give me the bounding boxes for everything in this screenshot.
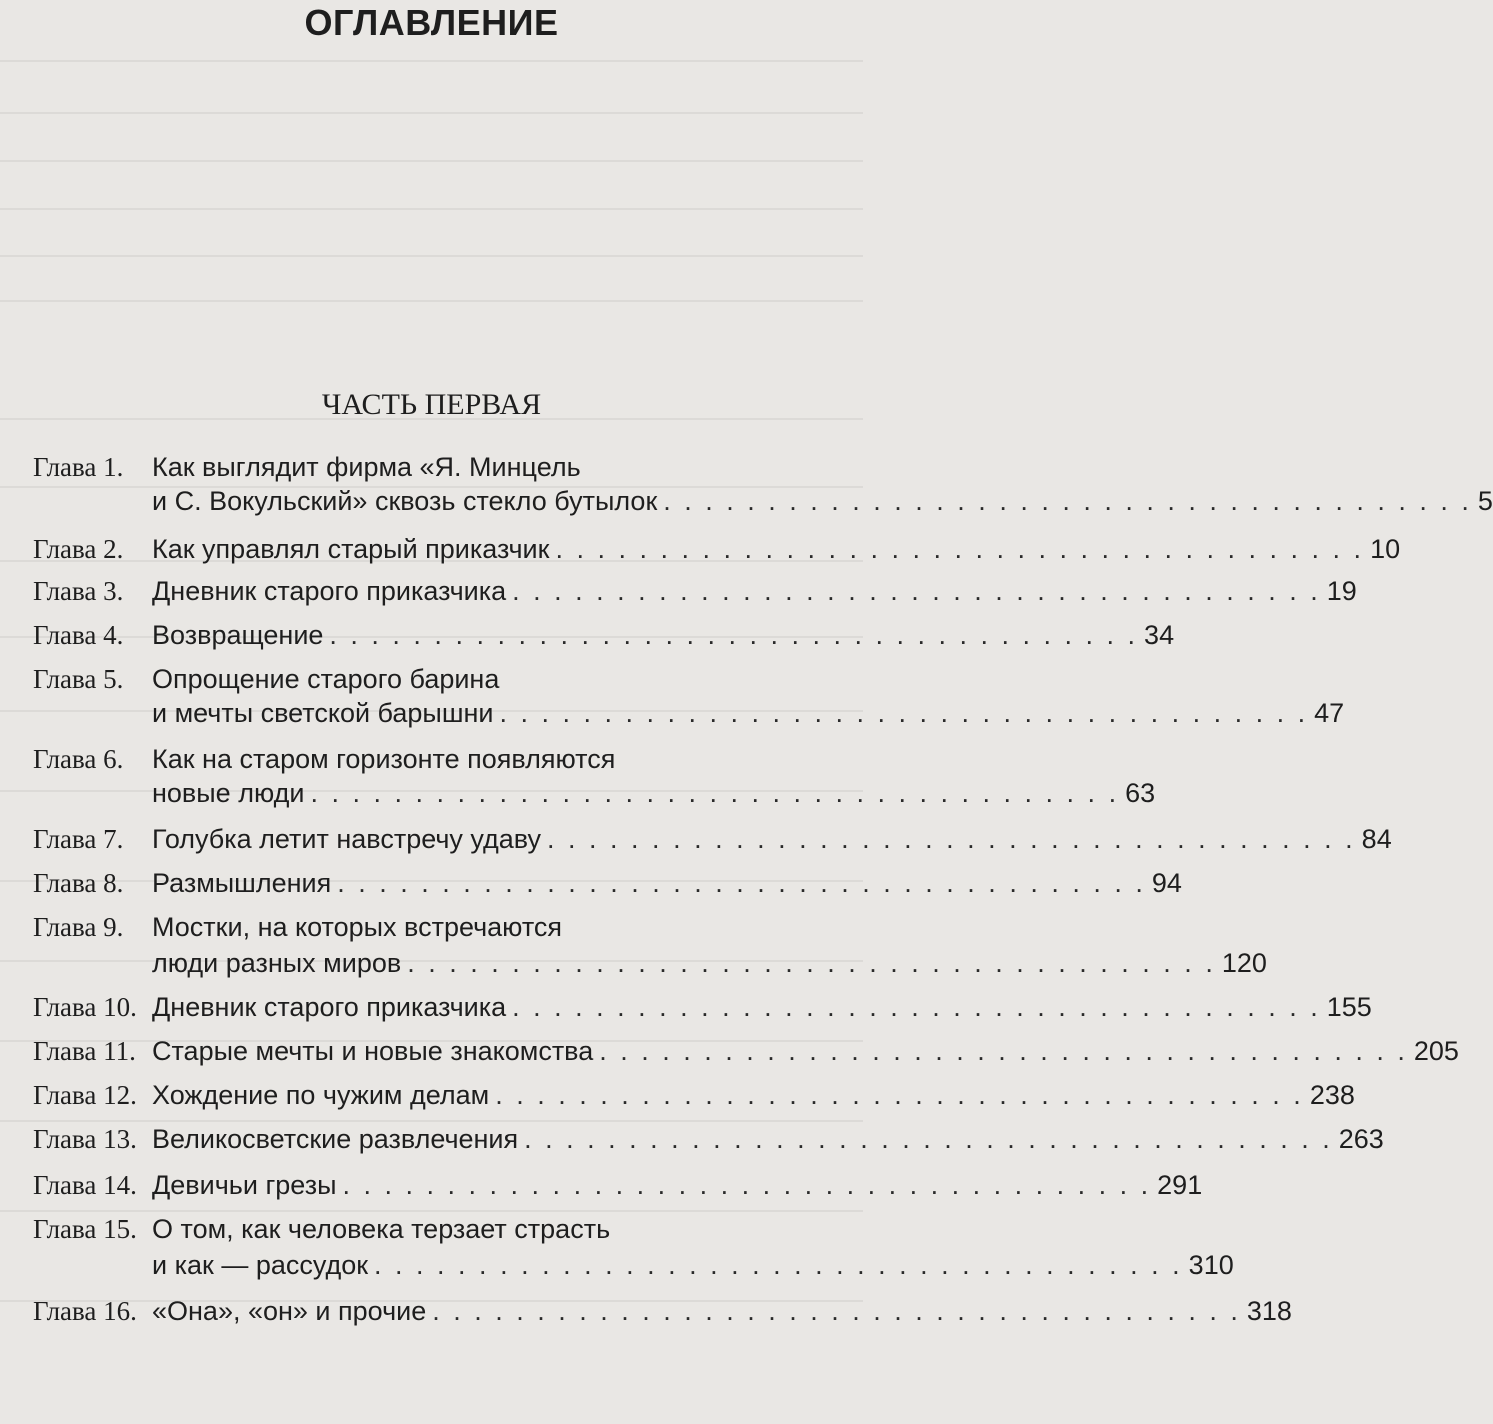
chapter-label: Глава 8. xyxy=(33,868,124,898)
chapter-title-line: и С. Вокульский» сквозь стекло бутылок xyxy=(152,486,658,516)
chapter-label: Глава 16. xyxy=(33,1296,137,1326)
dot-leader: . . . . . . . . . . . . . . . . . . . . . . . . . . . . . . . . . . . . . . . xyxy=(407,948,1216,978)
page-number: 19 xyxy=(1326,576,1357,606)
dot-leader: . . . . . . . . . . . . . . . . . . . . . . . . . . . . . . . . . . . . . . . xyxy=(663,486,1472,516)
page-number: 94 xyxy=(1151,868,1182,898)
chapter-label: Глава 3. xyxy=(33,576,124,606)
chapter-label: Глава 14. xyxy=(33,1170,137,1200)
chapter-title-line: и как — рассудок xyxy=(152,1250,369,1280)
chapter-title-line: Как управлял старый приказчик xyxy=(152,534,550,564)
page-number: 5 xyxy=(1477,486,1493,516)
dot-leader: . . . . . . . . . . . . . . . . . . . . . . . . . . . . . . . . . . . . . . . xyxy=(524,1124,1333,1154)
chapter-title-line: и мечты светской барышни xyxy=(152,698,494,728)
chapter-title-line: Голубка летит навстречу удаву xyxy=(152,824,542,854)
page-number: 263 xyxy=(1338,1124,1384,1154)
chapter-title-line: Хождение по чужим делам xyxy=(152,1080,490,1110)
chapter-title-line: Как на старом горизонте появляются xyxy=(152,744,616,774)
chapter-title-line: Девичьи грезы xyxy=(152,1170,337,1200)
part-title: ЧАСТЬ ПЕРВАЯ xyxy=(321,388,542,421)
chapter-title-line: Старые мечты и новые знакомства xyxy=(152,1036,594,1066)
dot-leader: . . . . . . . . . . . . . . . . . . . . . . . . . . . . . . . . . . . . . . . xyxy=(310,778,1120,808)
dot-leader: . . . . . . . . . . . . . . . . . . . . . . . . . . . . . . . . . . . . . . . xyxy=(374,1250,1183,1280)
chapter-title-line: Опрощение старого барина xyxy=(152,664,500,694)
chapter-title-line: люди разных миров xyxy=(152,948,402,978)
chapter-title-line: Возвращение xyxy=(152,620,324,650)
chapter-title-line: Размышления xyxy=(152,868,332,898)
toc-entry xyxy=(0,1296,1292,1416)
dot-leader: . . . . . . . . . . . . . . . . . . . . . . . . . . . . . . . . . . . . . . . xyxy=(499,698,1309,728)
chapter-title-line: Дневник старого приказчика xyxy=(152,576,507,606)
chapter-label: Глава 12. xyxy=(33,1080,137,1110)
dot-leader: . . . . . . . . . . . . . . . . . . . . . . . . . . . . . . . . . . . . . . . xyxy=(512,992,1321,1022)
page-number: 238 xyxy=(1309,1080,1355,1110)
chapter-label: Глава 2. xyxy=(33,534,124,564)
dot-leader: . . . . . . . . . . . . . . . . . . . . . . . . . . . . . . . . . . . . . . . xyxy=(329,620,1139,650)
chapter-label: Глава 4. xyxy=(33,620,124,650)
chapter-title-line: О том, как человека терзает страсть xyxy=(152,1214,611,1244)
chapter-label: Глава 11. xyxy=(33,1036,136,1066)
chapter-label: Глава 6. xyxy=(33,744,124,774)
dot-leader: . . . . . . . . . . . . . . . . . . . . . . . . . . . . . . . . . . . . . . . xyxy=(599,1036,1408,1066)
dot-leader: . . . . . . . . . . . . . . . . . . . . . . . . . . . . . . . . . . . . . . . xyxy=(432,1296,1241,1326)
chapter-label: Глава 9. xyxy=(33,912,124,942)
chapter-title-line: Как выглядит фирма «Я. Минцель xyxy=(152,452,581,482)
chapter-title-line: Дневник старого приказчика xyxy=(152,992,507,1022)
page-number: 63 xyxy=(1125,778,1156,808)
chapter-label: Глава 7. xyxy=(33,824,124,854)
chapter-label: Глава 10. xyxy=(33,992,137,1022)
dot-leader: . . . . . . . . . . . . . . . . . . . . . . . . . . . . . . . . . . . . . . . xyxy=(555,534,1365,564)
page-number: 155 xyxy=(1326,992,1372,1022)
page-number: 310 xyxy=(1188,1250,1234,1280)
dot-leader: . . . . . . . . . . . . . . . . . . . . . . . . . . . . . . . . . . . . . . . xyxy=(342,1170,1152,1200)
chapter-label: Глава 1. xyxy=(33,452,124,482)
page-number: 47 xyxy=(1314,698,1345,728)
page-number: 120 xyxy=(1221,948,1267,978)
dot-leader: . . . . . . . . . . . . . . . . . . . . . . . . . . . . . . . . . . . . . . . xyxy=(337,868,1146,898)
chapter-title-line: «Она», «он» и прочие xyxy=(152,1296,427,1326)
toc-heading: ОГЛАВЛЕНИЕ xyxy=(304,2,559,43)
chapter-label: Глава 15. xyxy=(33,1214,137,1244)
chapter-title-line: Мостки, на которых встречаются xyxy=(152,912,563,942)
page-number: 10 xyxy=(1370,534,1401,564)
page-number: 34 xyxy=(1144,620,1175,650)
dot-leader: . . . . . . . . . . . . . . . . . . . . . . . . . . . . . . . . . . . . . . . xyxy=(547,824,1356,854)
page-number: 291 xyxy=(1157,1170,1203,1200)
chapter-label: Глава 13. xyxy=(33,1124,137,1154)
page-number: 205 xyxy=(1413,1036,1459,1066)
dot-leader: . . . . . . . . . . . . . . . . . . . . . . . . . . . . . . . . . . . . . . . xyxy=(512,576,1321,606)
page-number: 318 xyxy=(1246,1296,1292,1326)
chapter-label: Глава 5. xyxy=(33,664,124,694)
chapter-title-line: новые люди xyxy=(152,778,305,808)
chapter-title-line: Великосветские развлечения xyxy=(152,1124,519,1154)
dot-leader: . . . . . . . . . . . . . . . . . . . . . . . . . . . . . . . . . . . . . . . xyxy=(495,1080,1304,1110)
page-number: 84 xyxy=(1361,824,1392,854)
